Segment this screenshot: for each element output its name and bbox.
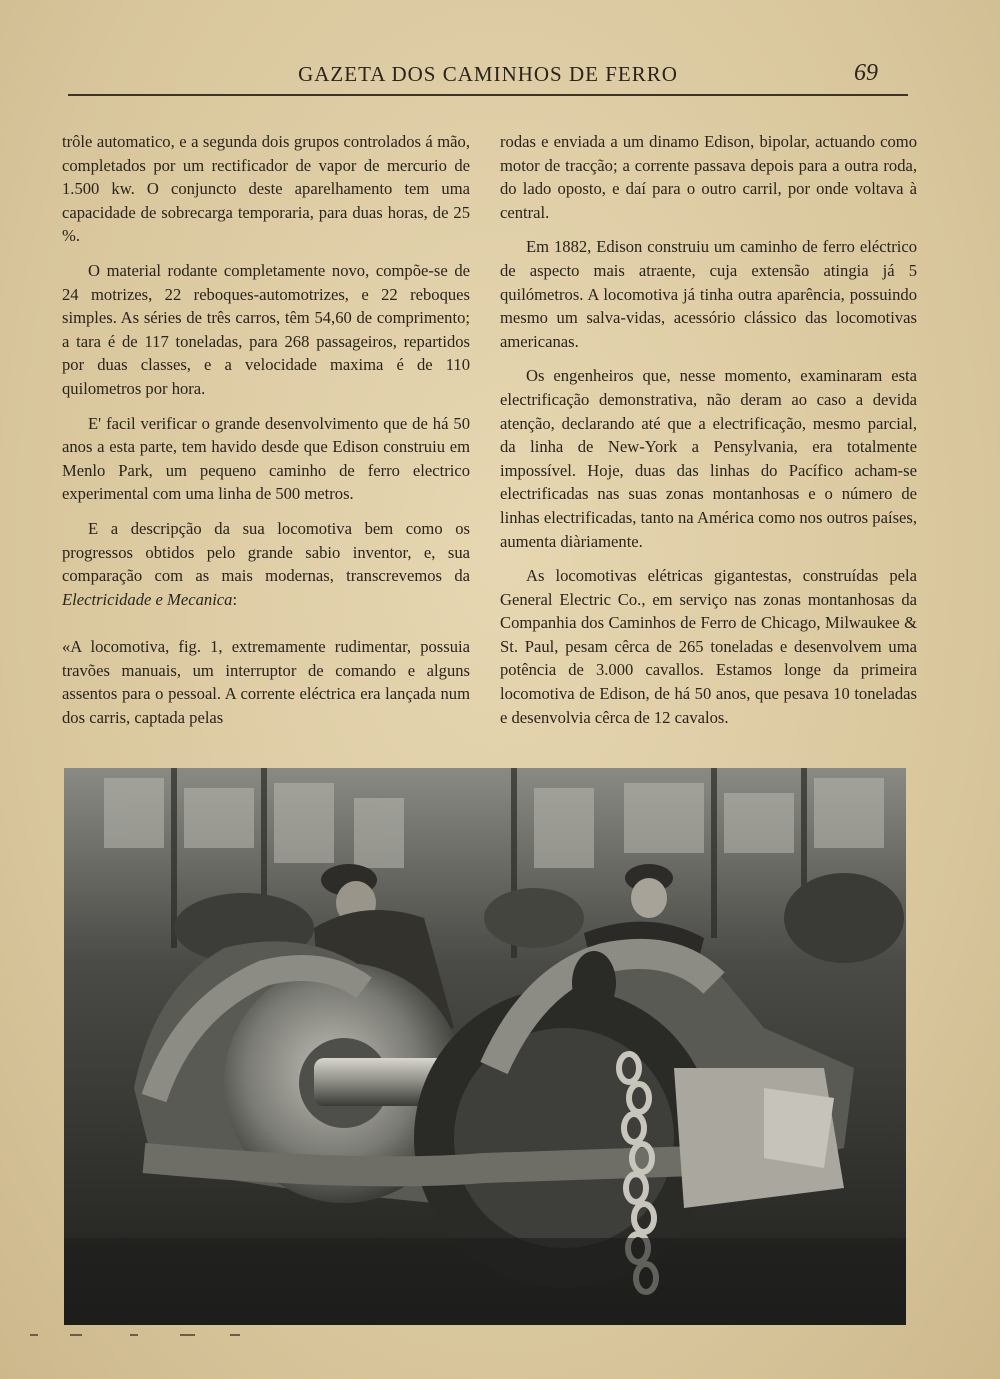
paragraph: trôle automatico, e a segunda dois grupos controlados á mão, completados por um rectificador de vapor de mercurio de 1.500 kw. O conjuncto deste aparelhamento tem uma capacidade de sobrecarga temporaria, para duas horas, de 25 %. [62, 132, 470, 246]
paragraph-text-end: : [232, 589, 238, 609]
paragraph: O material rodante completamente novo, compõe-se de 24 motrizes, 22 reboques-automotrizes, e 22 reboques simples. As séries de três carros, têm 54,60 de comprimento; a tara é de 117 toneladas, para 268 passageiros, repartidos por duas classes, e a velocidade maxima é de 110 quilometros por hora. [62, 260, 470, 398]
paragraph [62, 517, 470, 611]
publication-title: GAZETA DOS CAMINHOS DE FERRO [298, 62, 678, 86]
workshop-photograph [64, 768, 906, 1325]
paragraph: E' facil verificar o grande desenvolvimento que de há 50 anos a esta parte, tem havido desde que Edison construiu em Menlo Park, um pequeno caminho de ferro electrico experimental com uma linha de 500 metros. [62, 413, 470, 504]
right-column [500, 130, 917, 740]
page-header [68, 58, 908, 96]
print-marks [30, 1330, 280, 1340]
left-column [62, 130, 470, 741]
cited-publication: Electricidade e Mecanica [62, 589, 233, 609]
paragraph: rodas e enviada a um dinamo Edison, bipolar, actuando como motor de tracção; a corrente passava depois para a outra roda, do lado oposto, e daí para o outro carril, por onde voltava à central. [500, 132, 917, 222]
paragraph: As locomotivas elétricas gigantestas, construídas pela General Electric Co., em serviço nas zonas montanhosas da Companhia dos Caminhos de Ferro de Chicago, Milwaukee & St. Paul, pesam cêrca de 265 toneladas e desenvolvem uma potência de 3.000 cavallos. Estamos longe da primeira locomotiva de Edison, de há 50 anos, que pesava 10 toneladas e desenvolvia cêrca de 12 cavalos. [500, 566, 917, 727]
paragraph: Os engenheiros que, nesse momento, examinaram esta electrificação demonstrativa, não deram ao caso a devida atenção, declarando até que a electrificação, mesmo parcial, da linha de New-York a Pensylvania, era totalmente impossível. Hoje, duas das linhas do Pacífico acham-se electrificadas nas suas zonas montanhosas e o número de linhas electrificadas, tanto na América como nos outros países, aumenta diàriamente. [500, 366, 917, 551]
quoted-paragraph: «A locomotiva, fig. 1, extremamente rudimentar, possuia travões manuais, um interruptor de comando e alguns assentos para o pessoal. A corrente eléctrica era lançada num dos carris, captada pelas [62, 637, 470, 728]
page-number: 69 [854, 60, 878, 86]
paragraph-text: E a descripção da sua locomotiva bem como os progressos obtidos pelo grande sabio inventor, e, sua comparação com as mais modernas, transcrevemos da [62, 518, 470, 586]
photo-illustration [64, 768, 906, 1325]
paragraph: Em 1882, Edison construiu um caminho de ferro eléctrico de aspecto mais atraente, cuja extensão atingia já 5 quilómetros. A locomotiva já tinha outra aparência, possuindo mesmo um salva-vidas, acessório clássico das locomotivas americanas. [500, 237, 917, 351]
